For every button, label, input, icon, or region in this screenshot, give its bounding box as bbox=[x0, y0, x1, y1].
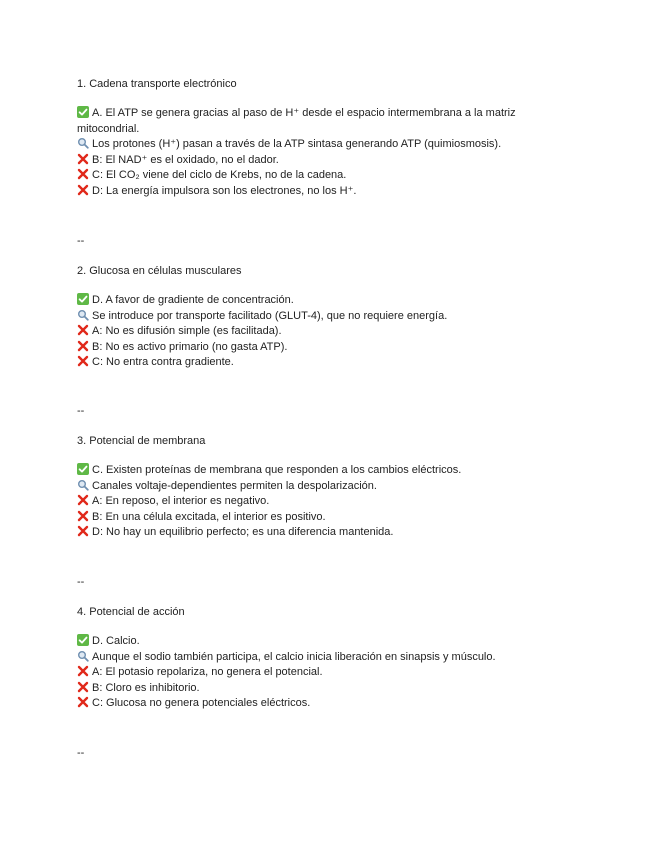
separator: -- bbox=[77, 235, 85, 247]
wrong-answer bbox=[77, 168, 577, 184]
wrong-answer bbox=[77, 696, 577, 712]
separator: -- bbox=[77, 576, 85, 588]
correct-answer bbox=[77, 634, 577, 650]
correct-answer-text: C. Existen proteínas de membrana que responden a los cambios eléctricos. bbox=[92, 464, 462, 476]
question-title: 2. Glucosa en células musculares bbox=[77, 265, 242, 277]
correct-answer bbox=[77, 463, 577, 479]
cross-mark-icon bbox=[77, 525, 89, 537]
explanation bbox=[77, 309, 577, 325]
wrong-answer bbox=[77, 510, 577, 526]
magnifier-icon bbox=[77, 309, 89, 321]
cross-mark-icon bbox=[77, 681, 89, 693]
check-mark-icon bbox=[77, 106, 89, 118]
cross-mark-icon bbox=[77, 340, 89, 352]
wrong-answer bbox=[77, 340, 577, 356]
wrong-answer bbox=[77, 355, 577, 371]
wrong-answer-text: D: No hay un equilibrio perfecto; es una diferencia mantenida. bbox=[92, 526, 394, 538]
wrong-answer-text: C: Glucosa no genera potenciales eléctricos. bbox=[92, 697, 311, 709]
wrong-answer-text: A: El potasio repolariza, no genera el potencial. bbox=[92, 666, 323, 678]
question-title: 1. Cadena transporte electrónico bbox=[77, 78, 237, 90]
wrong-answer-text: A: En reposo, el interior es negativo. bbox=[92, 495, 270, 507]
magnifier-icon bbox=[77, 137, 89, 149]
correct-answer bbox=[77, 293, 577, 309]
cross-mark-icon bbox=[77, 696, 89, 708]
explanation bbox=[77, 137, 577, 153]
cross-mark-icon bbox=[77, 184, 89, 196]
cross-mark-icon bbox=[77, 494, 89, 506]
wrong-answer-text: A: No es difusión simple (es facilitada). bbox=[92, 325, 282, 337]
question-section bbox=[77, 76, 577, 199]
check-mark-icon bbox=[77, 463, 89, 475]
check-mark-icon bbox=[77, 293, 89, 305]
cross-mark-icon bbox=[77, 324, 89, 336]
question-title: 4. Potencial de acción bbox=[77, 606, 185, 618]
explanation bbox=[77, 650, 577, 666]
explanation-text: Se introduce por transporte facilitado (GLUT-4), que no requiere energía. bbox=[92, 309, 448, 322]
cross-mark-icon bbox=[77, 153, 89, 165]
explanation-text: Canales voltaje-dependientes permiten la despolarización. bbox=[92, 479, 377, 492]
explanation-text: Aunque el sodio también participa, el calcio inicia liberación en sinapsis y músculo. bbox=[92, 650, 496, 663]
question-title: 3. Potencial de membrana bbox=[77, 435, 206, 447]
cross-mark-icon bbox=[77, 168, 89, 180]
wrong-answer bbox=[77, 681, 577, 697]
cross-mark-icon bbox=[77, 665, 89, 677]
wrong-answer-text: D: La energía impulsora son los electrones, no los H⁺. bbox=[92, 184, 357, 197]
question-section bbox=[77, 433, 577, 541]
cross-mark-icon bbox=[77, 510, 89, 522]
magnifier-icon bbox=[77, 479, 89, 491]
separator: -- bbox=[77, 747, 85, 759]
wrong-answer-text: B: En una célula excitada, el interior es positivo. bbox=[92, 510, 326, 523]
correct-answer-text: A. El ATP se genera gracias al paso de H⁺ desde el espacio intermembrana a la matriz mitocondrial. bbox=[77, 107, 516, 135]
wrong-answer bbox=[77, 324, 577, 340]
wrong-answer-text: B: Cloro es inhibitorio. bbox=[92, 681, 200, 694]
correct-answer bbox=[77, 106, 577, 137]
wrong-answer-text: B: El NAD⁺ es el oxidado, no el dador. bbox=[92, 153, 279, 166]
wrong-answer-text: C: No entra contra gradiente. bbox=[92, 356, 234, 368]
explanation bbox=[77, 479, 577, 495]
wrong-answer-text: B: No es activo primario (no gasta ATP). bbox=[92, 340, 288, 353]
magnifier-icon bbox=[77, 650, 89, 662]
correct-answer-text: D. Calcio. bbox=[92, 635, 140, 647]
wrong-answer-text: C: El CO₂ viene del ciclo de Krebs, no de la cadena. bbox=[92, 169, 347, 181]
correct-answer-text: D. A favor de gradiente de concentración. bbox=[92, 294, 294, 306]
explanation-text: Los protones (H⁺) pasan a través de la ATP sintasa generando ATP (quimiosmosis). bbox=[92, 138, 502, 150]
wrong-answer bbox=[77, 525, 577, 541]
question-section bbox=[77, 263, 577, 371]
wrong-answer bbox=[77, 153, 577, 169]
check-mark-icon bbox=[77, 634, 89, 646]
cross-mark-icon bbox=[77, 355, 89, 367]
wrong-answer bbox=[77, 494, 577, 510]
wrong-answer bbox=[77, 184, 577, 200]
wrong-answer bbox=[77, 665, 577, 681]
separator: -- bbox=[77, 405, 85, 417]
question-section bbox=[77, 604, 577, 712]
